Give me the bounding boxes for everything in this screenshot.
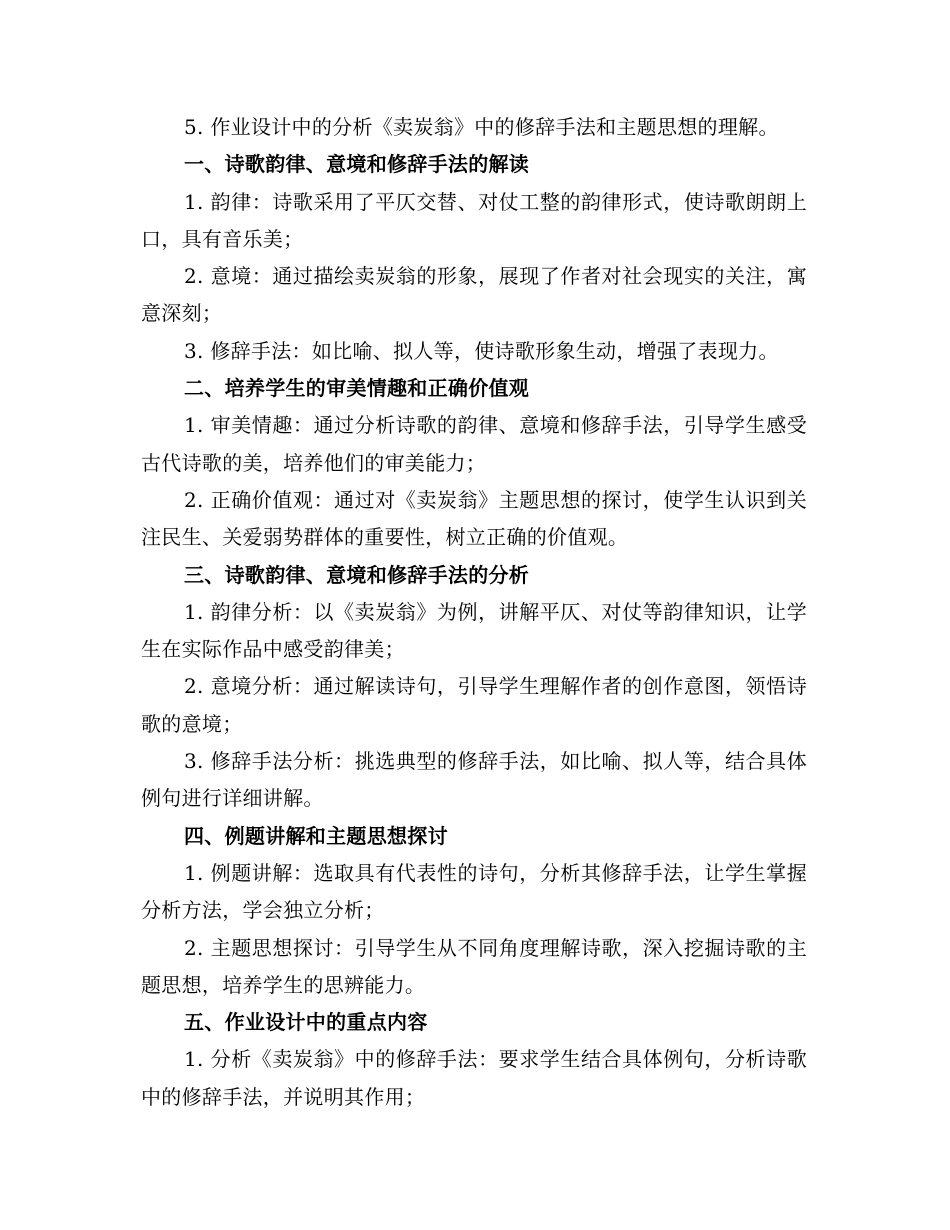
- section-heading-3: 三、诗歌韵律、意境和修辞手法的分析: [184, 562, 530, 587]
- section-heading-2: 二、培养学生的审美情趣和正确价值观: [184, 376, 530, 401]
- paragraph-rhythm: 1. 韵律：诗歌采用了平仄交替、对仗工整的韵律形式，使诗歌朗朗上口，具有音乐美；: [141, 189, 807, 251]
- section-heading-4: 四、例题讲解和主题思想探讨: [184, 823, 448, 848]
- document-body: [141, 109, 807, 1116]
- section-heading-5: 五、作业设计中的重点内容: [184, 1010, 428, 1035]
- paragraph-values: 2. 正确价值观：通过对《卖炭翁》主题思想的探讨，使学生认识到关注民生、关爱弱势群体的重要性，树立正确的价值观。: [141, 487, 807, 550]
- paragraph-item-5: 5. 作业设计中的分析《卖炭翁》中的修辞手法和主题思想的理解。: [184, 115, 779, 139]
- paragraph-imagery: 2. 意境：通过描绘卖炭翁的形象，展现了作者对社会现实的关注，寓意深刻；: [141, 264, 807, 326]
- paragraph-example: 1. 例题讲解：选取具有代表性的诗句，分析其修辞手法，让学生掌握分析方法，学会独立分析；: [141, 860, 807, 923]
- paragraph-imagery-analysis: 2. 意境分析：通过解读诗句，引导学生理解作者的创作意图，领悟诗歌的意境；: [141, 674, 807, 736]
- paragraph-theme: 2. 主题思想探讨：引导学生从不同角度理解诗歌，深入挖掘诗歌的主题思想，培养学生的思辨能力。: [141, 935, 807, 997]
- paragraph-rhythm-analysis: 1. 韵律分析：以《卖炭翁》为例，讲解平仄、对仗等韵律知识，让学生在实际作品中感受韵律美；: [141, 599, 807, 662]
- paragraph-rhetoric: 3. 修辞手法：如比喻、拟人等，使诗歌形象生动，增强了表现力。: [184, 338, 779, 363]
- section-heading-1: 一、诗歌韵律、意境和修辞手法的解读: [184, 152, 530, 177]
- paragraph-aesthetic: 1. 审美情趣：通过分析诗歌的韵律、意境和修辞手法，引导学生感受古代诗歌的美，培养他们的审美能力；: [141, 413, 807, 475]
- paragraph-rhetoric-analysis: 3. 修辞手法分析：挑选典型的修辞手法，如比喻、拟人等，结合具体例句进行详细讲解。: [141, 749, 807, 811]
- paragraph-key-content: 1. 分析《卖炭翁》中的修辞手法：要求学生结合具体例句，分析诗歌中的修辞手法，并说明其作用；: [141, 1047, 807, 1109]
